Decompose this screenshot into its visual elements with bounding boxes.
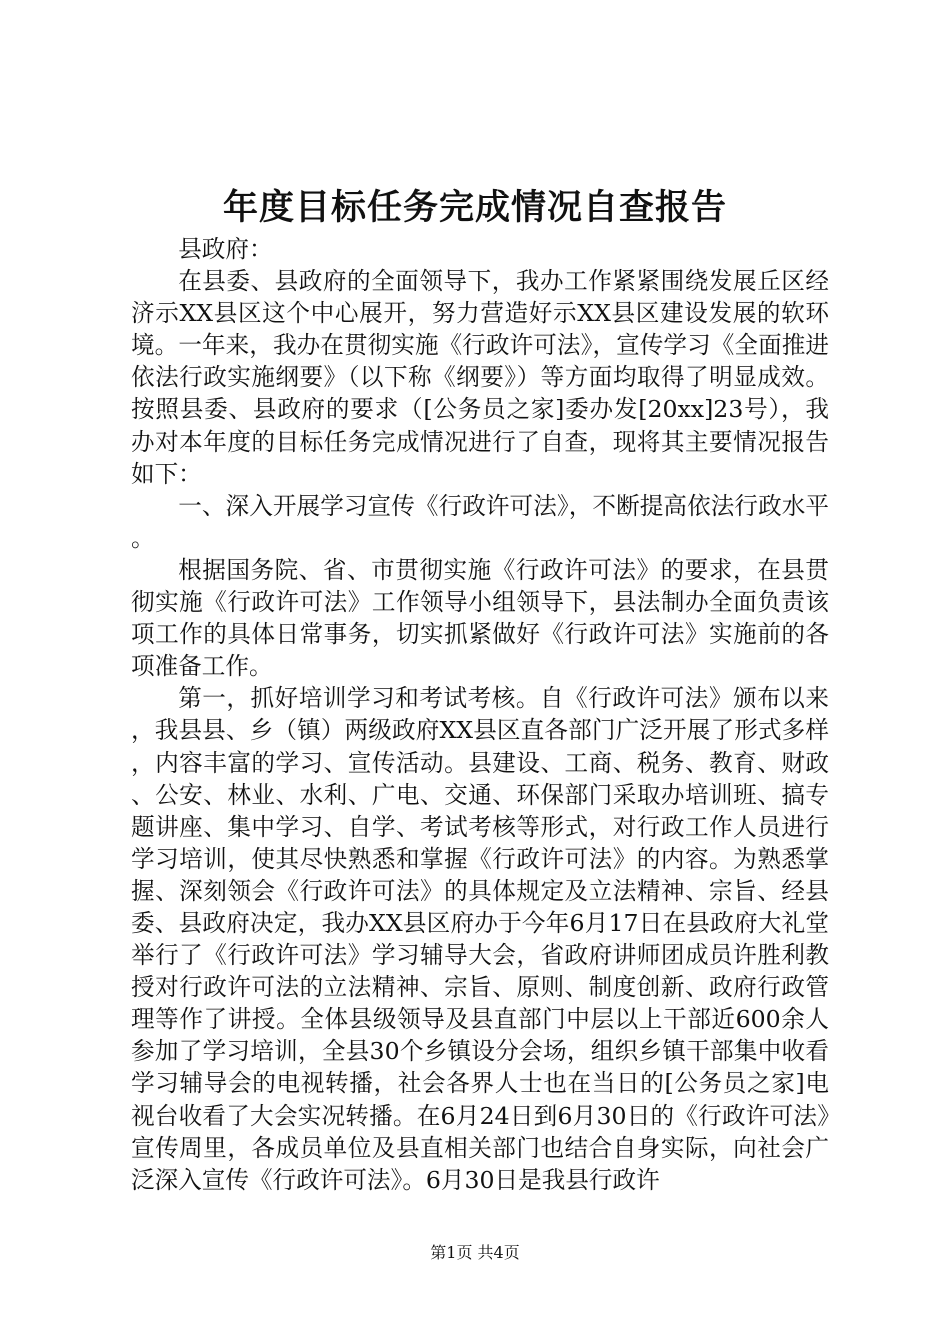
salutation: 县政府： [178, 235, 273, 263]
document-title: 年度目标任务完成情况自查报告 [222, 188, 727, 228]
section-heading-1: 一、深入开展学习宣传《行政许可法》，不断提高依法行政水平。 [131, 491, 829, 552]
document-body [131, 233, 829, 1196]
paragraph-section-1: 根据国务院、省、市贯彻实施《行政许可法》的要求，在县贯彻实施《行政许可法》工作领导小组领导下，县法制办全面负责该项工作的具体日常事务，切实抓紧做好《行政许可法》实施前的各项准备工作。 [131, 555, 829, 681]
paragraph-point-1: 第一，抓好培训学习和考试考核。自《行政许可法》颁布以来，我县县、乡（镇）两级政府XX县区直各部门广泛开展了形式多样，内容丰富的学习、宣传活动。县建设、工商、税务、教育、财政、公安、林业、水利、广电、交通、环保部门采取办培训班、搞专题讲座、集中学习、自学、考试考核等形式，对行政工作人员进行学习培训，使其尽快熟悉和掌握《行政许可法》的内容。为熟悉掌握、深刻领会《行政许可法》的具体规定及立法精神、宗旨、经县委、县政府决定，我办XX县区府办于今年6月17日在县政府大礼堂举行了《行政许可法》学习辅导大会，省政府讲师团成员许胜利教授对行政许可法的立法精神、宗旨、原则、制度创新、政府行政管理等作了讲授。全体县级领导及县直部门中层以上干部近600余人参加了学习培训，全县30个乡镇设分会场，组织乡镇干部集中收看学习辅导会的电视转播，社会各界人士也在当日的[公务员之家]电视台收看了大会实况转播。在6月24日到6月30日的《行政许可法》宣传周里，各成员单位及县直相关部门也结合自身实际，向社会广泛深入宣传《行政许可法》。6月30日是我县行政许 [131, 684, 829, 1194]
paragraph-intro: 在县委、县政府的全面领导下，我办工作紧紧围绕发展丘区经济示XX县区这个中心展开，努力营造好示XX县区建设发展的软环境。一年来，我办在贯彻实施《行政许可法》，宣传学习《全面推进依法行政实施纲要》（以下称《纲要》）等方面均取得了明显成效。按照县委、县政府的要求（[公务员之家]委办发[20xx]23号），我办对本年度的目标任务完成情况进行了自查，现将其主要情况报告如下： [131, 267, 829, 488]
page-number: 第1页 共4页 [430, 1243, 520, 1262]
